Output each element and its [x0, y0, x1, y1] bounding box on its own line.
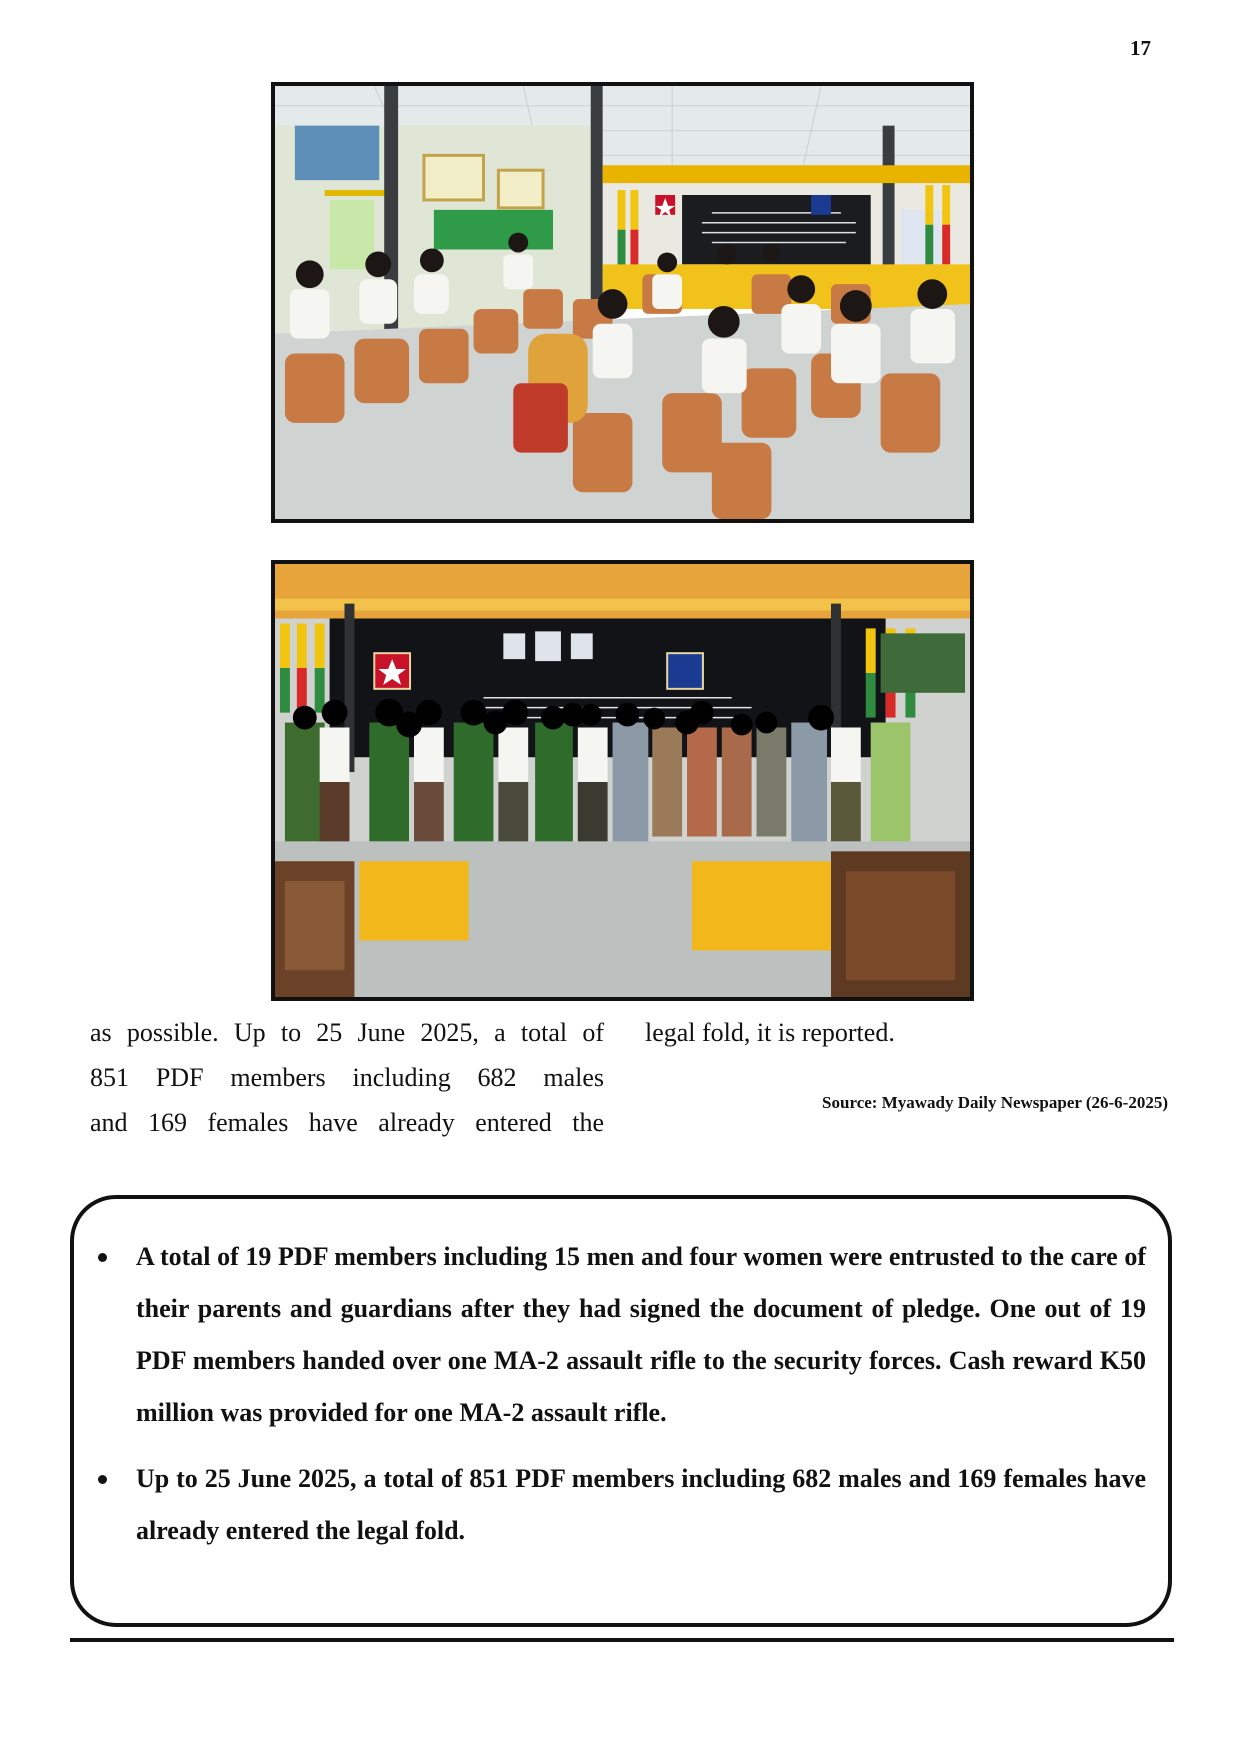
group-photo: [271, 560, 974, 1001]
bottom-rule: [70, 1638, 1174, 1642]
bullet-icon: [98, 1253, 107, 1262]
meeting-hall-photo: [271, 82, 974, 523]
group-photo-illustration: [275, 564, 970, 997]
summary-item: [74, 1231, 1168, 1439]
meeting-hall-illustration: [275, 86, 970, 519]
summary-item-text: Up to 25 June 2025, a total of 851 PDF members including 682 males and 169 females have already entered the legal fold.: [136, 1464, 1146, 1545]
page-number: 17: [1130, 36, 1151, 60]
article-right-column: [645, 1010, 1165, 1055]
summary-list: [74, 1231, 1168, 1571]
bullet-icon: [98, 1475, 107, 1484]
summary-item: [74, 1453, 1168, 1557]
article-line: as possible. Up to 25 June 2025, a total of: [90, 1018, 604, 1047]
article-left-column: [90, 1010, 604, 1145]
source-credit: Source: Myawady Daily Newspaper (26-6-2025): [822, 1093, 1168, 1112]
article-line: legal fold, it is reported.: [645, 1018, 895, 1047]
article-line: and 169 females have already entered the: [90, 1108, 604, 1137]
summary-box: [70, 1195, 1172, 1627]
summary-item-text: A total of 19 PDF members including 15 men and four women were entrusted to the care of their parents and guardians after they had signed the document of pledge. One out of 19 PDF members handed over one MA-2 assault rifle to the security forces. Cash reward K50 million was provided for one MA-2 assault rifle.: [136, 1242, 1146, 1427]
article-line: 851 PDF members including 682 males: [90, 1063, 604, 1092]
